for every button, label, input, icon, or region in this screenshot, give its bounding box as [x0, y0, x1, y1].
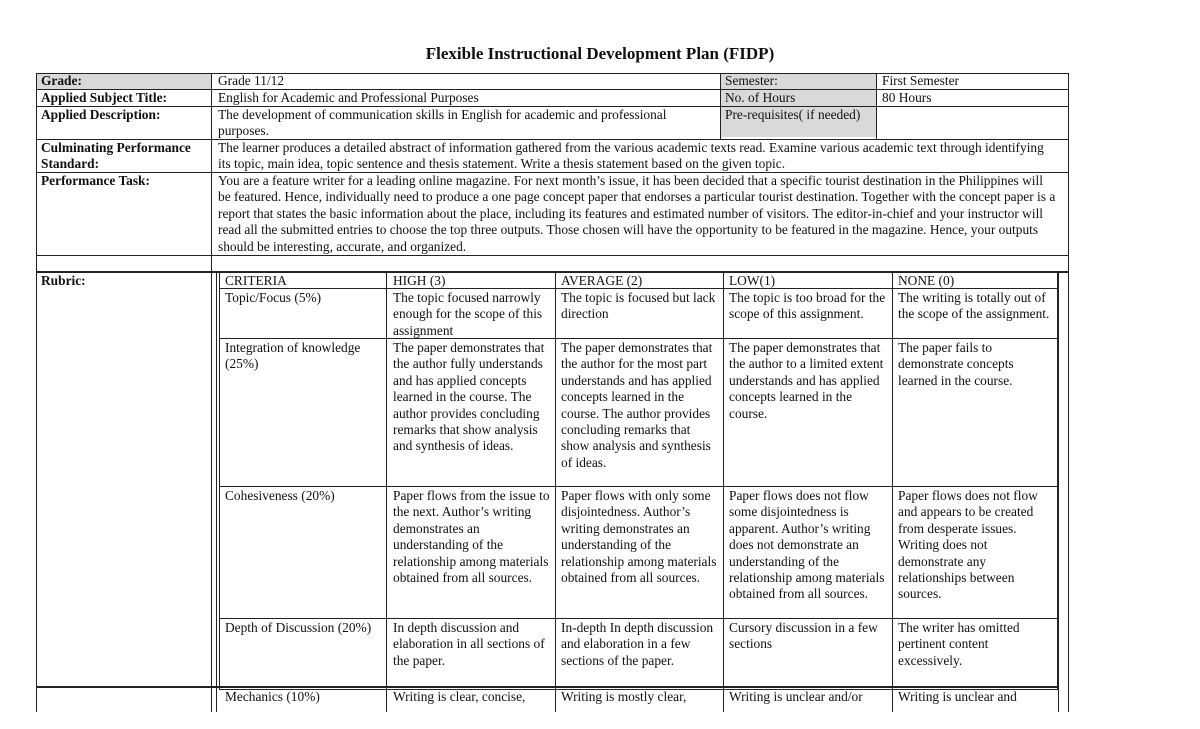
hours-value: 80 Hours: [882, 90, 932, 105]
low-cell: Paper flows does not flow some disjointedness is apparent. Author’s writing does not demonstrate an understanding of the relationship among materials obtained from all sources.: [729, 488, 885, 602]
col-criteria: CRITERIA: [225, 273, 287, 288]
col-none: NONE (0): [898, 273, 955, 288]
hline: [219, 338, 1059, 339]
col-low: LOW(1): [729, 273, 776, 288]
high-cell: The paper demonstrates that the author fully understands and has applied concepts learned in the course. The author provides concluding remarks that show analysis and synthesis of ideas.: [393, 340, 545, 454]
hline: [219, 486, 1059, 487]
vline: [211, 272, 212, 712]
average-cell: The paper demonstrates that the author for the most part understands and has applied concepts learned in the course. The author provides concluding remarks that show analysis and synthesis of ideas.: [561, 340, 713, 470]
rubric-label: Rubric:: [41, 273, 86, 288]
high-cell: In depth discussion and elaboration in all sections of the paper.: [393, 620, 545, 668]
grade-label: Grade:: [41, 73, 82, 88]
semester-value: First Semester: [882, 73, 959, 88]
task-label: Performance Task:: [41, 173, 150, 188]
high-cell: Paper flows from the issue to the next. Author’s writing demonstrates an understanding of the relationship among materials obtained from all sources.: [393, 488, 550, 586]
low-cell: The topic is too broad for the scope of this assignment.: [729, 290, 886, 322]
description-label: Applied Description:: [41, 107, 161, 122]
criteria-cell: Mechanics (10%): [225, 689, 320, 704]
hline: [36, 686, 1059, 688]
low-cell: Cursory discussion in a few sections: [729, 620, 878, 652]
vline: [720, 73, 721, 140]
prereq-label: Pre-requisites( if needed): [725, 107, 861, 122]
low-cell: Writing is unclear and/or: [729, 689, 863, 704]
none-cell: The paper fails to demonstrate concepts learned in the course.: [898, 340, 1014, 388]
none-cell: The writing is totally out of the scope of the assignment.: [898, 290, 1050, 322]
hline: [219, 618, 1059, 619]
none-cell: Paper flows does not flow and appears to be created from desperate issues. Writing does not demonstrate any relationships between sources.: [898, 488, 1038, 602]
hours-label: No. of Hours: [725, 90, 796, 105]
criteria-cell: Topic/Focus (5%): [225, 290, 322, 305]
hline: [36, 255, 1069, 256]
page-title: Flexible Instructional Development Plan (FIDP): [425, 44, 775, 63]
subject-label: Applied Subject Title:: [41, 90, 167, 105]
criteria-cell: Integration of knowledge (25%): [225, 340, 361, 372]
none-cell: Writing is unclear and: [898, 689, 1017, 704]
vline: [876, 73, 877, 140]
average-cell: Paper flows with only some disjointedness. Author’s writing demonstrates an understanding of the relationship among materials obtained from all sources.: [561, 488, 717, 586]
col-average: AVERAGE (2): [561, 273, 643, 288]
col-high: HIGH (3): [393, 273, 446, 288]
grade-value: Grade 11/12: [218, 73, 285, 88]
standard-value: The learner produces a detailed abstract of information gathered from the various academic texts read. Examine various academic text through identifying its topic, main idea, topic sentence and thesis statement. Write a thesis statement based on the given topic.: [218, 140, 1044, 172]
average-cell: The topic is focused but lack direction: [561, 290, 716, 322]
high-cell: Writing is clear, concise,: [393, 689, 526, 704]
description-value: The development of communication skills in English for academic and professional purposes.: [218, 107, 667, 139]
average-cell: In-depth In depth discussion and elaboration in a few sections of the paper.: [561, 620, 714, 668]
low-cell: The paper demonstrates that the author to a limited extent understands and has applied concepts learned in the course.: [729, 340, 884, 421]
average-cell: Writing is mostly clear,: [561, 689, 687, 704]
high-cell: The topic focused narrowly enough for the scope of this assignment: [393, 290, 543, 338]
semester-label: Semester:: [725, 73, 778, 88]
standard-label: Culminating Performance Standard:: [41, 140, 191, 172]
task-value: You are a feature writer for a leading online magazine. For next month’s issue, it has been decided that a specific tourist destination in the Philippines will be featured. Hence, individually need to produce a one page concept paper that endorses a particular tourist destination. Together with the concept paper is a report that states the basic information about the place, including its features and estimated number of visitors. The editor-in-chief and your instructor will read all the submitted entries to choose the top three outputs. Those chosen will have the opportunity to be featured in the magazine. Hence, your outputs should be interesting, accurate, and organized.: [218, 173, 1056, 254]
criteria-cell: Cohesiveness (20%): [225, 488, 335, 503]
subject-value: English for Academic and Professional Purposes: [218, 90, 479, 105]
criteria-cell: Depth of Discussion (20%): [225, 620, 372, 635]
vline: [216, 272, 217, 712]
vline: [211, 73, 212, 272]
none-cell: The writer has omitted pertinent content excessively.: [898, 620, 1020, 668]
